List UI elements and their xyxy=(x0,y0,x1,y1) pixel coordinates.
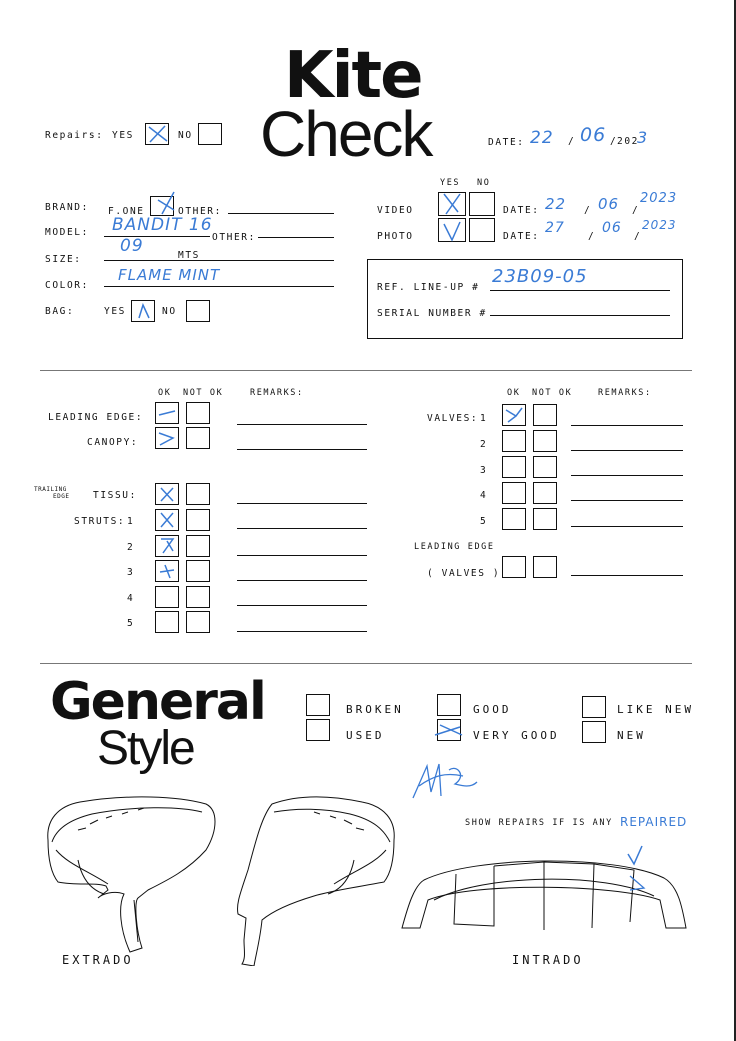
repairs-label: Repairs: xyxy=(45,130,104,141)
new-checkbox[interactable] xyxy=(582,721,606,743)
strut-5-number: 5 xyxy=(127,618,135,629)
general-title: General xyxy=(50,672,265,732)
le-valves-label-2: ( VALVES ) xyxy=(427,568,501,579)
date-year-prefix: 202 xyxy=(617,136,639,147)
like-new-label: LIKE NEW xyxy=(617,703,694,716)
strut-4-number: 4 xyxy=(127,593,135,604)
strut-2-number: 2 xyxy=(127,542,135,553)
video-date-day: 22 xyxy=(545,195,567,213)
bag-label: BAG: xyxy=(45,306,75,317)
video-date-label: DATE: xyxy=(503,205,540,216)
strut-5-remarks-line xyxy=(237,631,367,632)
date-year-suffix: 3 xyxy=(637,128,649,147)
strut-3-notok-checkbox[interactable] xyxy=(186,560,210,582)
like-new-checkbox[interactable] xyxy=(582,696,606,718)
strut-4-remarks-line xyxy=(237,605,367,606)
canopy-label: CANOPY: xyxy=(87,437,139,448)
repairs-no-label: NO xyxy=(178,130,193,141)
date-sep1: / xyxy=(568,136,576,147)
valve-3-number: 3 xyxy=(480,465,488,476)
photo-date-month: 06 xyxy=(602,220,622,236)
very-good-label: VERY GOOD xyxy=(473,729,560,742)
valve-2-notok-checkbox[interactable] xyxy=(533,430,557,452)
left-remarks-header: REMARKS: xyxy=(250,388,304,398)
check-mark xyxy=(438,218,466,244)
show-repairs-label: SHOW REPAIRS IF IS ANY xyxy=(465,818,613,828)
brand-value: F.ONE xyxy=(108,206,145,217)
right-remarks-header: REMARKS: xyxy=(598,388,652,398)
check-mark xyxy=(438,190,466,216)
lineup-label: REF. LINE-UP # xyxy=(377,282,480,293)
video-date-month: 06 xyxy=(598,195,620,213)
struts-label: STRUTS: xyxy=(74,516,126,527)
valve-2-remarks-line xyxy=(571,450,683,451)
valve-5-ok-checkbox[interactable] xyxy=(502,508,526,530)
trailing-label: TRAILING xyxy=(34,486,67,493)
strut-4-notok-checkbox[interactable] xyxy=(186,586,210,608)
section-divider-1 xyxy=(40,370,692,371)
leading-edge-label: LEADING EDGE: xyxy=(48,412,144,423)
canopy-notok-checkbox[interactable] xyxy=(186,427,210,449)
edge-label: EDGE xyxy=(53,493,70,500)
color-line xyxy=(104,286,334,287)
strut-1-number: 1 xyxy=(127,516,135,527)
valve-3-ok-checkbox[interactable] xyxy=(502,456,526,478)
date-month: 06 xyxy=(580,124,607,146)
strut-3-number: 3 xyxy=(127,567,135,578)
repairs-no-checkbox[interactable] xyxy=(198,123,222,145)
used-checkbox[interactable] xyxy=(306,719,330,741)
check-mark xyxy=(155,509,179,531)
intrado-kite-drawing xyxy=(394,846,694,936)
bag-no-checkbox[interactable] xyxy=(186,300,210,322)
media-no-label: NO xyxy=(477,178,491,188)
model-other-label: OTHER: xyxy=(212,232,256,243)
style-title: Style xyxy=(97,722,194,775)
valve-5-notok-checkbox[interactable] xyxy=(533,508,557,530)
size-value: 09 xyxy=(120,236,144,256)
strut-5-notok-checkbox[interactable] xyxy=(186,611,210,633)
good-label: GOOD xyxy=(473,703,512,716)
check-mark xyxy=(155,535,179,557)
check-mark xyxy=(155,427,179,449)
check-mark xyxy=(155,402,179,424)
left-notok-header: NOT OK xyxy=(183,388,224,398)
check-mark xyxy=(432,719,466,741)
valve-3-notok-checkbox[interactable] xyxy=(533,456,557,478)
strut-1-remarks-line xyxy=(237,528,367,529)
size-unit: MTS xyxy=(178,250,200,261)
photo-no-checkbox[interactable] xyxy=(469,218,495,242)
color-value: FLAME MINT xyxy=(118,266,221,284)
photo-date-label: DATE: xyxy=(503,231,540,242)
valve-5-remarks-line xyxy=(571,526,683,527)
lineup-line xyxy=(490,290,670,291)
section-divider-2 xyxy=(40,663,692,664)
le-valves-notok-checkbox[interactable] xyxy=(533,556,557,578)
title-check: Check xyxy=(260,98,432,170)
color-label: COLOR: xyxy=(45,280,89,291)
model-label: MODEL: xyxy=(45,227,89,238)
le-valves-ok-checkbox[interactable] xyxy=(502,556,526,578)
valve-1-number: 1 xyxy=(480,413,488,424)
photo-label: PHOTO xyxy=(377,231,414,242)
title-kite: Kite xyxy=(284,39,422,113)
check-mark xyxy=(145,123,171,145)
video-label: VIDEO xyxy=(377,205,414,216)
brand-other-line xyxy=(228,213,334,214)
valve-3-remarks-line xyxy=(571,475,683,476)
valve-2-ok-checkbox[interactable] xyxy=(502,430,526,452)
repaired-note: REPAIRED xyxy=(620,815,688,829)
signature xyxy=(405,758,485,806)
size-line xyxy=(104,260,334,261)
valve-1-remarks-line xyxy=(571,425,683,426)
le-valves-remarks-line xyxy=(571,575,683,576)
brand-label: BRAND: xyxy=(45,202,89,213)
bag-yes-label: YES xyxy=(104,306,126,317)
canopy-remarks-line xyxy=(237,449,367,450)
video-no-checkbox[interactable] xyxy=(469,192,495,216)
valves-label: VALVES: xyxy=(427,413,479,424)
video-date-sep1: / xyxy=(584,205,592,216)
valve-4-notok-checkbox[interactable] xyxy=(533,482,557,504)
lineup-value: 23B09-05 xyxy=(492,266,588,287)
tissu-remarks-line xyxy=(237,503,367,504)
date-sep2: / xyxy=(610,136,618,147)
strut-4-ok-checkbox[interactable] xyxy=(155,586,179,608)
broken-checkbox[interactable] xyxy=(306,694,330,716)
date-label: DATE: xyxy=(488,137,525,148)
check-mark xyxy=(155,483,179,505)
valve-4-ok-checkbox[interactable] xyxy=(502,482,526,504)
tissu-notok-checkbox[interactable] xyxy=(186,483,210,505)
strut-3-remarks-line xyxy=(237,580,367,581)
valve-4-remarks-line xyxy=(571,500,683,501)
photo-date-day: 27 xyxy=(545,220,565,236)
valve-4-number: 4 xyxy=(480,490,488,501)
valve-2-number: 2 xyxy=(480,439,488,450)
brand-other-label: OTHER: xyxy=(178,206,222,217)
extrado-left-kite-drawing xyxy=(38,790,220,956)
media-yes-label: YES xyxy=(440,178,461,188)
check-mark xyxy=(150,190,180,218)
serial-line xyxy=(490,315,670,316)
intrado-label: INTRADO xyxy=(512,953,584,967)
check-mark xyxy=(131,300,155,322)
strut-5-ok-checkbox[interactable] xyxy=(155,611,179,633)
bag-no-label: NO xyxy=(162,306,177,317)
tissu-label: TISSU: xyxy=(93,490,137,501)
repairs-yes-label: YES xyxy=(112,130,134,141)
strut-2-remarks-line xyxy=(237,555,367,556)
model-other-line xyxy=(258,237,334,238)
right-notok-header: NOT OK xyxy=(532,388,573,398)
valve-1-notok-checkbox[interactable] xyxy=(533,404,557,426)
photo-date-sep2: / xyxy=(634,231,642,242)
extrado-right-kite-drawing xyxy=(234,790,404,966)
strut-1-notok-checkbox[interactable] xyxy=(186,509,210,531)
le-valves-label-1: LEADING EDGE xyxy=(414,542,495,552)
leading-edge-remarks-line xyxy=(237,424,367,425)
photo-date-sep1: / xyxy=(588,231,596,242)
video-date-sep2: / xyxy=(632,205,640,216)
check-mark xyxy=(155,560,179,582)
check-mark xyxy=(502,404,526,426)
serial-label: SERIAL NUMBER # xyxy=(377,308,487,319)
extrado-label: EXTRADO xyxy=(62,953,134,967)
used-label: USED xyxy=(346,729,385,742)
right-ok-header: OK xyxy=(507,388,521,398)
video-date-year: 2023 xyxy=(640,191,678,206)
size-label: SIZE: xyxy=(45,254,82,265)
valve-5-number: 5 xyxy=(480,516,488,527)
left-ok-header: OK xyxy=(158,388,172,398)
leading-edge-notok-checkbox[interactable] xyxy=(186,402,210,424)
good-checkbox[interactable] xyxy=(437,694,461,716)
new-label: NEW xyxy=(617,729,646,742)
model-value: BANDIT 16 xyxy=(112,215,213,235)
strut-2-notok-checkbox[interactable] xyxy=(186,535,210,557)
date-day: 22 xyxy=(530,128,554,148)
broken-label: BROKEN xyxy=(346,703,404,716)
photo-date-year: 2023 xyxy=(642,218,677,232)
